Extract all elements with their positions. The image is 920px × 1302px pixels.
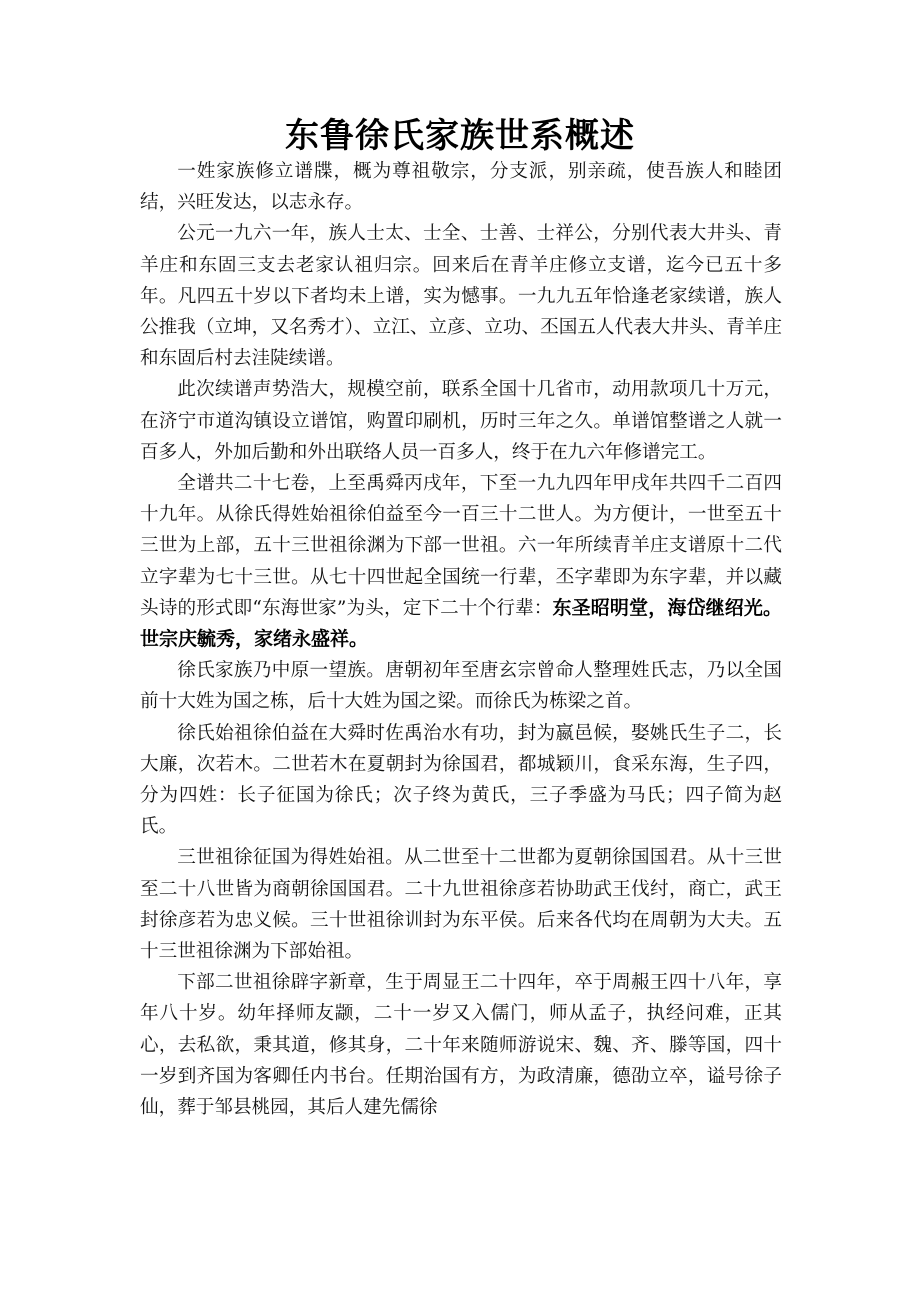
- paragraph-generations: [140, 468, 782, 655]
- paragraph-third-ancestor: 三世祖徐征国为得姓始祖。从二世至十二世都为夏朝徐国国君。从十三世至二十八世皆为商朝徐国国君。二十九世祖徐彦若协助武王伐纣，商亡，武王封徐彦若为忠义候。三十世祖徐训封为东平侯。后来各代均在周朝为大夫。五十三世祖徐渊为下部始祖。: [140, 847, 782, 963]
- paragraph-1961-genealogy: 公元一九六一年，族人士太、士全、士善、士祥公，分别代表大井头、青羊庄和东固三支去老家认祖归宗。回来后在青羊庄修立支谱，迄今已五十多年。凡四五十岁以下者均未上谱，实为憾事。一九九五年恰逢老家续谱，族人公推我（立坤，又名秀才）、立江、立彦、立功、丕国五人代表大井头、青羊庄和东固后村去洼陡续谱。: [140, 223, 782, 370]
- paragraph-1995-renewal: 此次续谱声势浩大，规模空前，联系全国十几省市，动用款项几十万元，在济宁市道沟镇设立谱馆，购置印刷机，历时三年之久。单谱馆整谱之人就一百多人，外加后勤和外出联络人员一百多人，终于在九六年修谱完工。: [140, 379, 782, 463]
- document-body: [140, 156, 782, 1123]
- generation-poem: 东圣昭明堂，海岱继绍光。世宗庆毓秀，家绪永盛祥。: [140, 596, 782, 651]
- paragraph-second-ancestor-lower: 下部二世祖徐辟字新章，生于周显王二十四年，卒于周赧王四十八年，享年八十岁。幼年择师友颛，二十一岁又入儒门，师从孟子，执经问难，正其心，去私欲，秉其道，修其身，二十年来随师游说宋、魏、齐、滕等国，四十一岁到齐国为客卿任内书台。任期治国有方，为政清廉，德劭立卒，谥号徐子仙，葬于邹县桃园，其后人建先儒徐: [140, 972, 782, 1119]
- paragraph-intro: 一姓家族修立谱牒，概为尊祖敬宗，分支派，别亲疏，使吾族人和睦团结，兴旺发达，以志永存。: [140, 161, 782, 214]
- document-title: 东鲁徐氏家族世系概述: [285, 116, 635, 156]
- paragraph-clan-origin: 徐氏家族乃中原一望族。唐朝初年至唐玄宗曾命人整理姓氏志，乃以全国前十大姓为国之栋，后十大姓为国之梁。而徐氏为栋梁之首。: [140, 660, 782, 713]
- paragraph-founder: 徐氏始祖徐伯益在大舜时佐禹治水有功，封为嬴邑候，娶姚氏生子二，长大廉，次若木。二世若木在夏朝封为徐国君，都城颖川，食采东海，生子四，分为四姓：长子征国为徐氏；次子终为黄氏，三子季盛为马氏；四子简为赵氏。: [140, 722, 782, 838]
- paragraph-generations-text: 全谱共二十七卷，上至禹舜丙戌年，下至一九九四年甲戌年共四千二百四十九年。从徐氏得姓始祖徐伯益至今一百三十二世人。为方便计，一世至五十三世为上部，五十三世祖徐渊为下部一世祖。六一年所续青羊庄支谱原十二代立字辈为七十三世。从七十四世起全国统一行辈，丕字辈即为东字辈，并以藏头诗的形式即“东海世家”为头，定下二十个行辈：: [140, 473, 782, 619]
